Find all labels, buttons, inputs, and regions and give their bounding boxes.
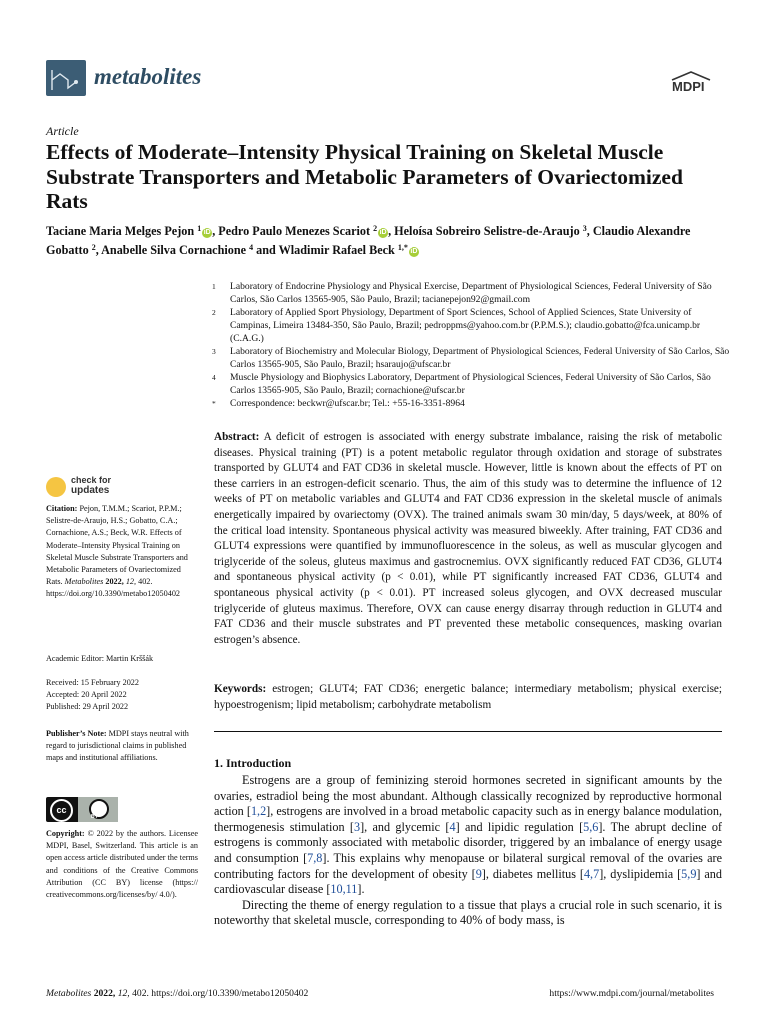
author-affil-sup: 1,* <box>397 243 408 252</box>
footer-doi-link[interactable]: 402. https://doi.org/10.3390/metabo12050402 <box>132 988 309 999</box>
author-name: Anabelle Silva Cornachione <box>101 243 247 257</box>
text-run: ] and lipidic regulation [ <box>455 819 584 834</box>
text-run: ], estrogens are involved in a broad metabolic capacity such as in energy balance modulation, thermogenesis stimulation [ <box>214 804 723 834</box>
reference-link[interactable]: 5,9 <box>681 866 697 881</box>
publisher-note: Publisher’s Note: MDPI stays neutral with regard to jurisdictional claims in published maps and institutional affiliations. <box>46 729 189 763</box>
copyright-block: Copyright: © 2022 by the authors. Licensee MDPI, Basel, Switzerland. This article is an open access article distributed under the terms and conditions of the Creative Commons Attribution (CC BY) license (https:// creativecommons.org/licenses/by/ 4.0/). <box>46 829 199 900</box>
divider <box>214 731 722 732</box>
author-name: Wladimir Rafael Beck <box>278 243 395 257</box>
reference-link[interactable]: 9 <box>475 866 482 881</box>
affiliation-item: 4 Muscle Physiology and Biophysics Laboratory, Department of Physiological Sciences, Federal University of São Carlos, São Carlos 13565-905, São Paulo, Brazil; cornachione@ufscar.br <box>212 372 711 396</box>
author-name: Heloísa Sobreiro Selistre-de-Araujo <box>394 224 580 238</box>
affiliation-item: 1 Laboratory of Endocrine Physiology and Physical Exercise, Department of Physiological Sciences, Federal University of São Carlos, São Carlos 13565-905, São Paulo, Brazil; tacianepejon92@gmail.com <box>212 281 712 305</box>
reference-link[interactable]: 4 <box>449 819 456 834</box>
text-run: ] and cardiovascular disease [ <box>214 866 722 897</box>
affiliation-item: 2 Laboratory of Applied Sport Physiology, Department of Sport Sciences, School of Applied Sciences, State University of Campinas, Limeira 13484-350, São Paulo, Brazil; pedroppms@yahoo.com.br (P.P.M.S.); claudio.gobatto@fca.unicamp.br (C.A.G.) <box>212 307 701 344</box>
text-run: ]. The abrupt decline of estrogens is commonly associated with metabolic disorder, triggered by an imbalance of energy usage and consumption [ <box>214 819 722 865</box>
article-type: Article <box>46 124 79 138</box>
footer-journal-url[interactable]: https://www.mdpi.com/journal/metabolites <box>549 988 714 999</box>
reference-link[interactable]: 10,11 <box>330 882 358 897</box>
text-run: ], dyslipidemia [ <box>599 866 682 881</box>
orcid-icon[interactable]: iD <box>203 229 211 236</box>
text-run: ], and glycemic [ <box>360 819 450 834</box>
author-affil-sup: 2 <box>91 243 96 252</box>
citation-doi-link[interactable]: 402. https://doi.org/10.3390/metabo12050402 <box>46 577 181 599</box>
footer-citation: Metabolites 2022, 12, 402. https://doi.org/10.3390/metabo12050402 <box>46 988 309 999</box>
keywords <box>214 682 722 713</box>
author-list: Taciane Maria Melges Pejon $^1$ iD , Pedro Paulo Menezes Scariot $^2$ iD , Heloísa Sobreiro Selistre-de-Araujo $^3$, Claudio Alexandre Gobatto $^2$, Anabelle Silva Cornachione $^4$ and Wladimir Rafael Beck $^{1,*}$ iD <box>46 224 691 257</box>
introduction-body <box>214 773 722 929</box>
text-run: ], diabetes mellitus [ <box>481 866 584 881</box>
abstract-text: A deficit of estrogen is associated with energy substrate imbalance, raising the risk of metabolic diseases. Physical training (PT) is a potent metabolic regulator through oxidation and storage of substrates transported by GLUT4 and FAT CD36 in skeletal muscle. However, little is known about the effects of PT on these carriers in an estrogen-deficit scenario. Thus, the aim of this study was to determine the influence of 12 weeks of PT on metabolic variables and GLUT4 and FAT CD36 expression in the skeletal muscle of animals energetically impaired by ovariectomy (OVX). The trained animals swam 30 min/day, 5 days/week, at 80% of the critical load intensity. Spontaneous physical activity was measured biweekly. After training, FAT CD36 and GLUT4 expressions were quantified by immunofluorescence in the soleus, as well as muscular glycogen and triglyceride of the soleus, gluteus maximus and gastrocnemius. OVX significantly reduced FAT CD36, GLUT4 and spontaneous physical activity (p < 0.01), while PT significantly increased FAT CD36, GLUT4 and spontaneous physical activity (p < 0.01). PT increased soleus glycogen, and OVX decreased muscular triglyceride of gluteus maximus. Therefore, OVX can cause energy disarray through reduction in GLUT4 and FAT CD36 and their muscle substrates and PT prevented these metabolic consequences, masking ovarian estrogen’s absence. <box>214 431 722 646</box>
keywords-label: Keywords: <box>214 683 267 695</box>
reference-link[interactable]: 1,2 <box>250 804 267 819</box>
author-affil-sup: 2 <box>373 224 378 233</box>
orcid-icon[interactable]: iD <box>410 248 418 255</box>
article-title: Effects of Moderate–Intensity Physical Training on Skeletal Muscle Substrate Transporters and Metabolic Parameters of Ovariectomized Rats <box>46 140 683 213</box>
text-run: Estrogens are a group of feminizing steroid hormones secreted in significant amounts by the ovaries, estradiol being the most abundant. Although classically recognized by reproductive hormonal action [ <box>214 773 722 819</box>
abstract-label: Abstract: <box>214 431 260 443</box>
affiliation-item: 3 Laboratory of Biochemistry and Molecular Biology, Department of Physiological Sciences, Federal University of São Carlos, São Carlos 13565-905, São Paulo, Brazil; hsaraujo@ufscar.br <box>212 346 730 370</box>
check-for-updates-badge[interactable]: check for updates <box>46 473 176 501</box>
academic-editor: Academic Editor: Martin Krššák <box>46 654 154 663</box>
section-heading: 1. Introduction <box>214 756 292 770</box>
reference-link[interactable]: 5,6 <box>583 819 599 834</box>
keywords-text: estrogen; GLUT4; FAT CD36; energetic balance; intermediary metabolism; physical exercise; hypoestrogenism; lipid metabolism; carbohydrate metabolism <box>214 683 722 711</box>
cc-by-license-icon[interactable]: cc BY <box>46 797 118 822</box>
author-name: Claudio Alexandre Gobatto <box>46 224 691 257</box>
author-affil-sup: 4 <box>249 243 254 252</box>
reference-link[interactable]: 7,8 <box>307 850 323 865</box>
received-date: Received: 15 February 2022 <box>46 678 139 687</box>
paragraph: Directing the theme of energy regulation to a tissue that plays a crucial role in such scenario, it is noteworthy that skeletal muscle, corresponding to 40% of body mass, is <box>214 897 722 928</box>
paragraph <box>214 773 722 898</box>
accepted-date: Accepted: 20 April 2022 <box>46 690 127 700</box>
author-affil-sup: 3 <box>582 224 587 233</box>
reference-link[interactable]: 4,7 <box>583 866 600 881</box>
mdpi-logo[interactable] <box>668 70 714 96</box>
author-name: Taciane Maria Melges Pejon <box>46 224 195 238</box>
correspondence: * Correspondence: beckwr@ufscar.br; Tel.: +55-16-3351-8964 <box>212 398 465 409</box>
citation-block: Citation: Pejon, T.M.M.; Scariot, P.P.M.; Selistre-de-Araujo, H.S.; Gobatto, C.A.; Cornachione, A.S.; Beck, W.R. Effects of Moderate–Intensity Physical Training on Skeletal Muscle Substrate Transporters and Metabolic Parameters of Ovariectomized Rats. Metabolites 2022, 12, 402. https://doi.org/10.3390/metabo12050402 <box>46 504 188 599</box>
dates-block <box>46 677 198 714</box>
text-run: ]. <box>357 882 365 897</box>
reference-link[interactable]: 3 <box>353 819 361 834</box>
text-run: ]. This explains why menopause or bilateral surgical removal of the ovaries are contributing factors for the development of obesity [ <box>214 850 723 881</box>
journal-name[interactable]: metabolites <box>94 64 202 89</box>
affiliations <box>212 280 732 410</box>
check-for-updates-icon <box>46 477 66 497</box>
author-affil-sup: 1 <box>197 224 202 233</box>
author-name: Pedro Paulo Menezes Scariot <box>218 224 371 238</box>
abstract <box>214 430 722 648</box>
published-date: Published: 29 April 2022 <box>46 702 129 712</box>
orcid-icon[interactable]: iD <box>379 229 387 236</box>
journal-logo-icon <box>46 60 86 96</box>
mdpi-logo-text: MDPI <box>672 79 705 94</box>
